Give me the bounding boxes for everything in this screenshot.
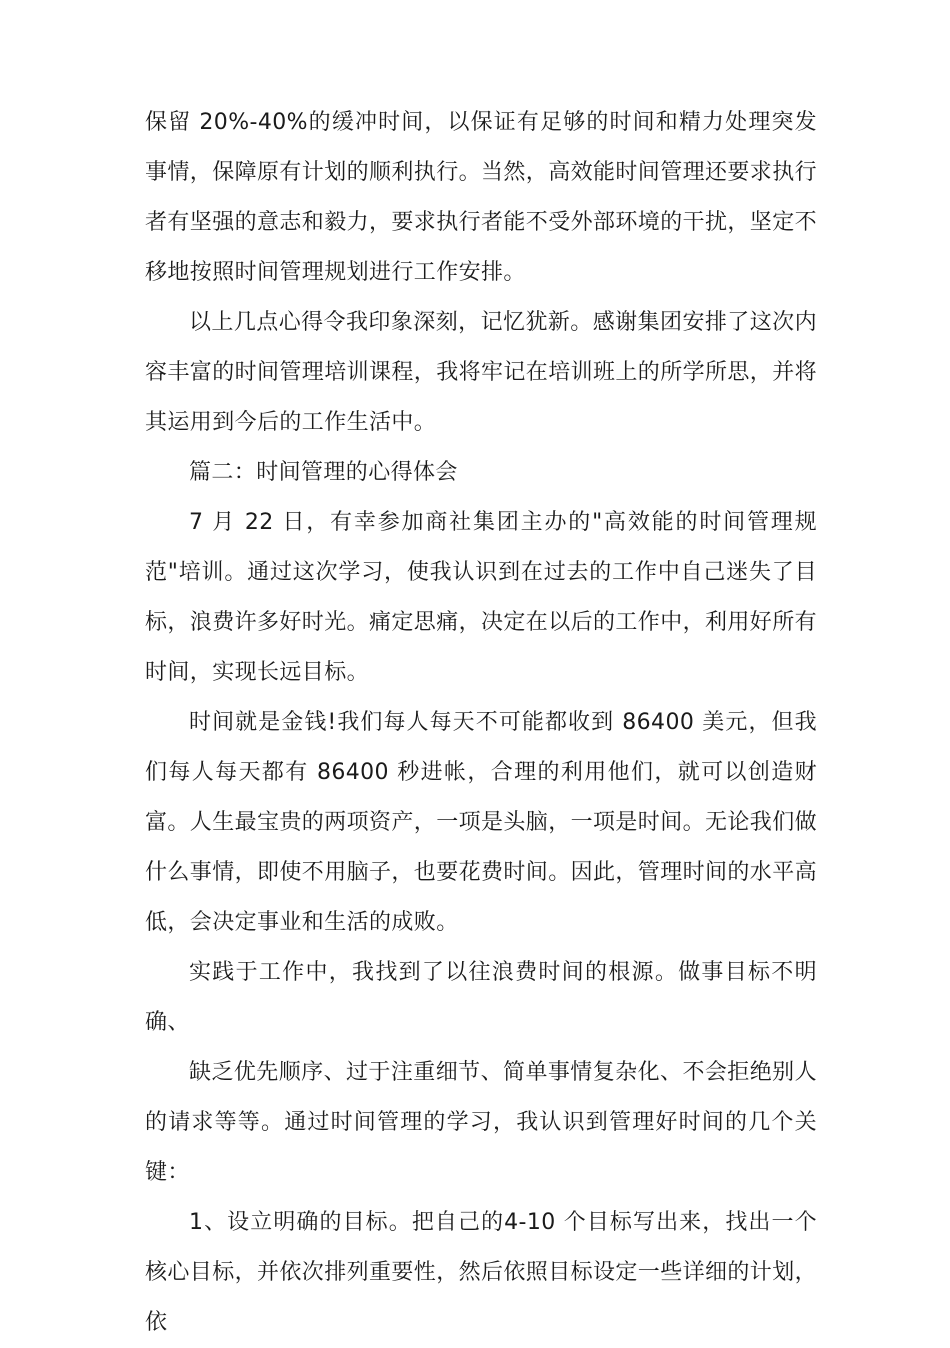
paragraph-key-1: 1、设立明确的目标。把自己的4-10 个目标写出来，找出一个核心目标，并依次排列重要性，然后依照目标设定一些详细的计划，依 (145, 1210, 818, 1335)
paragraph-buffer-time: 保留 20%-40%的缓冲时间，以保证有足够的时间和精力处理突发事情，保障原有计划的顺利执行。当然，高效能时间管理还要求执行者有坚强的意志和毅力，要求执行者能不受外部环境的干扰，坚定不移地按照时间管理规划进行工作安排。 (145, 110, 818, 285)
paragraph-impression: 以上几点心得令我印象深刻，记忆犹新。感谢集团安排了这次内容丰富的时间管理培训课程，我将牢记在培训班上的所学所思，并将其运用到今后的工作生活中。 (145, 310, 818, 435)
section-title: 篇二：时间管理的心得体会 (189, 460, 458, 485)
paragraph-causes: 缺乏优先顺序、过于注重细节、简单事情复杂化、不会拒绝别人的请求等等。通过时间管理的学习，我认识到管理好时间的几个关键： (145, 1060, 817, 1185)
paragraph-time-money: 时间就是金钱!我们每人每天不可能都收到 86400 美元，但我们每人每天都有 86400 秒进帐，合理的利用他们，就可以创造财富。人生最宝贵的两项资产，一项是头脑，一项是时间。无论我们做什么事情，即使不用脑子，也要花费时间。因此，管理时间的水平高低，会决定事业和生活的成败。 (145, 710, 818, 935)
paragraph-training: 7 月 22 日，有幸参加商社集团主办的"高效能的时间管理规范"培训。通过这次学习，使我认识到在过去的工作中自己迷失了目标，浪费许多好时光。痛定思痛，决定在以后的工作中，利用好所有时间，实现长远目标。 (145, 510, 818, 685)
paragraph-practice: 实践于工作中，我找到了以往浪费时间的根源。做事目标不明确、 (145, 960, 817, 1035)
body-text (145, 98, 817, 1348)
